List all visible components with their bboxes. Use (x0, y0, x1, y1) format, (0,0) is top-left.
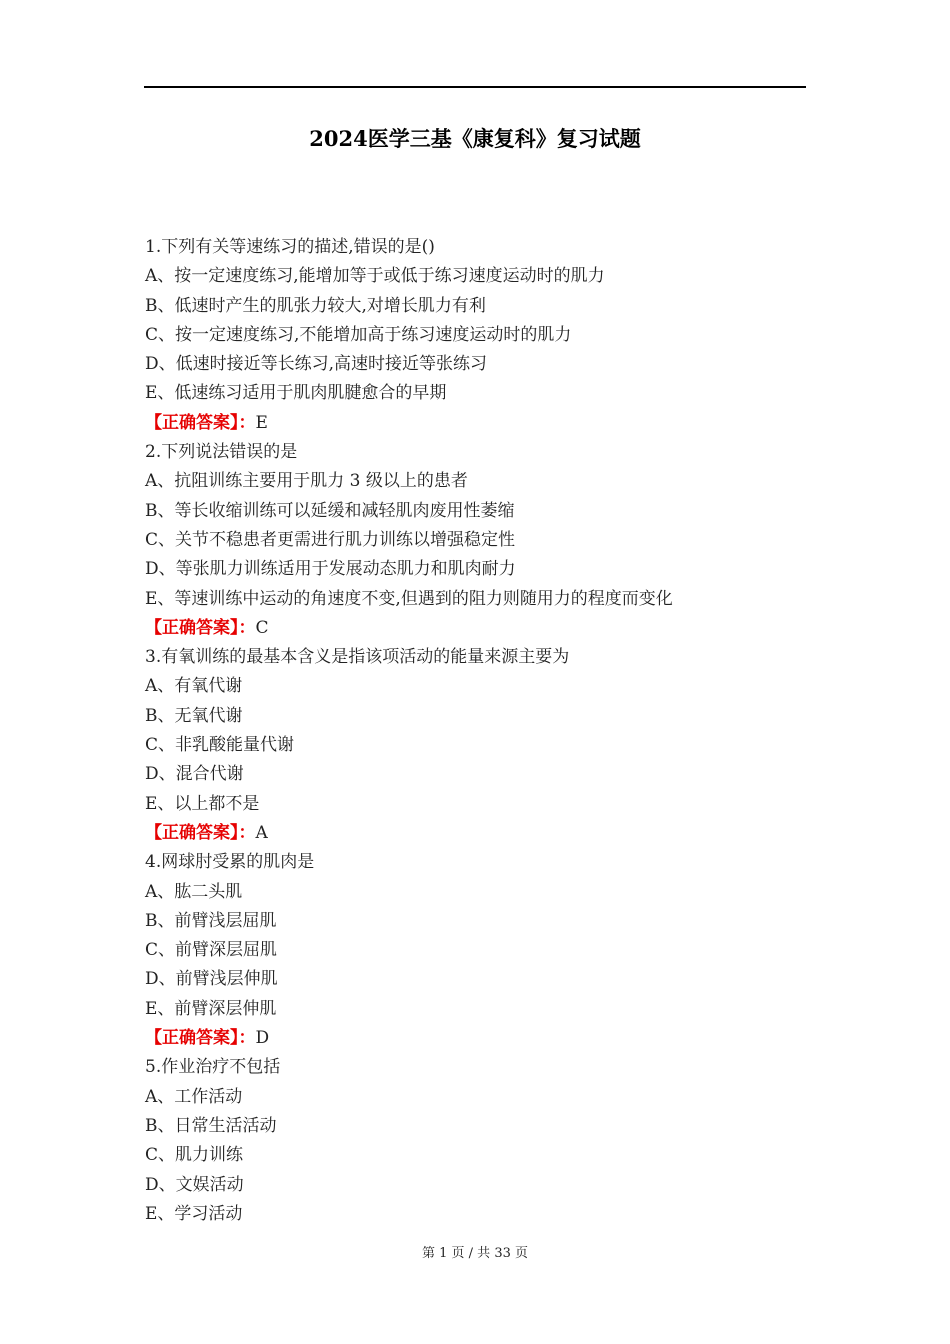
option-b: B、前臂浅层屈肌 (145, 910, 277, 931)
question-list (145, 233, 825, 1229)
option-e: E、学习活动 (145, 1203, 243, 1224)
option-e: E、前臂深层伸肌 (145, 998, 277, 1019)
option-a: A、有氧代谢 (145, 676, 243, 697)
answer-value: C (255, 617, 269, 638)
answer-line (145, 614, 825, 643)
question-stem: 2.下列说法错误的是 (145, 442, 298, 463)
option-e: E、低速练习适用于肌肉肌腱愈合的早期 (145, 383, 447, 404)
question-stem: 4.网球肘受累的肌肉是 (145, 852, 315, 873)
option-b: B、等长收缩训练可以延缓和减轻肌肉废用性萎缩 (145, 500, 515, 521)
option-a: A、肱二头肌 (145, 881, 243, 902)
option-a: A、工作活动 (145, 1086, 243, 1107)
option-d: D、前臂浅层伸肌 (145, 969, 278, 990)
option-d: D、混合代谢 (145, 764, 244, 785)
header-rule (144, 86, 806, 88)
option-d: D、文娱活动 (145, 1174, 244, 1195)
option-b: B、日常生活活动 (145, 1115, 277, 1136)
answer-value: A (255, 822, 268, 843)
answer-line (145, 819, 825, 848)
answer-label: 【正确答案】： (145, 822, 256, 843)
option-c: C、按一定速度练习,不能增加高于练习速度运动时的肌力 (145, 324, 572, 345)
option-c: C、肌力训练 (145, 1145, 244, 1166)
answer-line (145, 409, 825, 438)
option-d: D、等张肌力训练适用于发展动态肌力和肌肉耐力 (145, 559, 516, 580)
option-d: D、低速时接近等长练习,高速时接近等张练习 (145, 354, 488, 375)
option-c: C、非乳酸能量代谢 (145, 735, 295, 756)
option-e: E、等速训练中运动的角速度不变,但遇到的阻力则随用力的程度而变化 (145, 588, 673, 609)
answer-label: 【正确答案】： (145, 412, 256, 433)
answer-line (145, 1024, 825, 1053)
answer-value: D (255, 1028, 270, 1049)
question-stem: 3.有氧训练的最基本含义是指该项活动的能量来源主要为 (145, 647, 570, 668)
option-e: E、以上都不是 (145, 793, 260, 814)
question-stem: 1.下列有关等速练习的描述,错误的是() (145, 237, 435, 257)
answer-value: E (255, 412, 268, 433)
option-a: A、抗阻训练主要用于肌力 3 级以上的患者 (145, 471, 468, 492)
option-b: B、低速时产生的肌张力较大,对增长肌力有利 (145, 295, 486, 316)
page-footer: 第 1 页 / 共 33 页 (422, 1246, 528, 1261)
answer-label: 【正确答案】： (145, 1028, 256, 1049)
option-c: C、前臂深层屈肌 (145, 940, 278, 961)
answer-label: 【正确答案】： (145, 617, 256, 638)
option-c: C、关节不稳患者更需进行肌力训练以增强稳定性 (145, 529, 516, 550)
document-title: 2024医学三基《康复科》复习试题 (309, 126, 641, 151)
question-stem: 5.作业治疗不包括 (145, 1057, 281, 1078)
option-a: A、按一定速度练习,能增加等于或低于练习速度运动时的肌力 (145, 266, 605, 287)
option-b: B、无氧代谢 (145, 705, 243, 726)
